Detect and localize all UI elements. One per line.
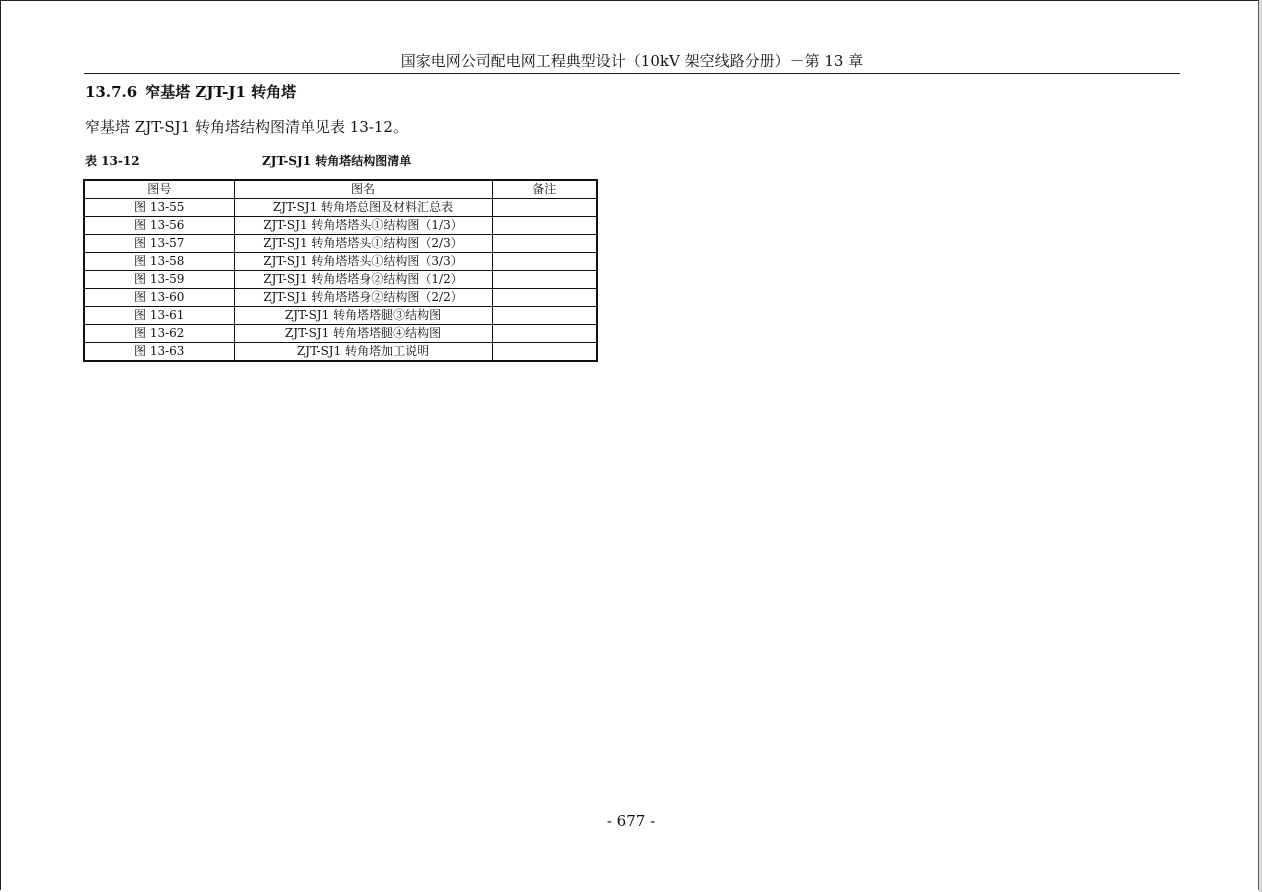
cell-drawing-name: ZJT-SJ1 转角塔塔身②结构图（2/2） [234,289,492,307]
table-row [84,289,597,307]
table-title: ZJT-SJ1 转角塔结构图清单 [262,154,412,168]
cell-drawing-name: ZJT-SJ1 转角塔塔身②结构图（1/2） [234,271,492,289]
cell-remarks [492,343,597,362]
page-number: - 677 - [606,812,656,830]
cell-remarks [492,289,597,307]
cell-remarks [492,271,597,289]
cell-drawing-no: 图 13-58 [84,253,234,271]
cell-drawing-no: 图 13-59 [84,271,234,289]
cell-remarks [492,307,597,325]
table-row [84,325,597,343]
table-row [84,235,597,253]
cell-drawing-no: 图 13-57 [84,235,234,253]
cell-drawing-no: 图 13-56 [84,217,234,235]
header-rule [84,73,1180,74]
running-header: 国家电网公司配电网工程典型设计（10kV 架空线路分册）－第 13 章 [400,52,864,70]
cell-drawing-name: ZJT-SJ1 转角塔塔头①结构图（2/3） [234,235,492,253]
cell-drawing-no: 图 13-60 [84,289,234,307]
cell-remarks [492,217,597,235]
table-row [84,307,597,325]
table-header-row [84,180,597,199]
cell-drawing-name: ZJT-SJ1 转角塔塔腿④结构图 [234,325,492,343]
section-title: 窄基塔 ZJT-J1 转角塔 [145,83,297,101]
cell-remarks [492,253,597,271]
column-header-drawing-name: 图名 [234,180,492,199]
cell-drawing-name: ZJT-SJ1 转角塔塔腿③结构图 [234,307,492,325]
section-heading [85,82,296,102]
cell-remarks [492,235,597,253]
cell-drawing-no: 图 13-62 [84,325,234,343]
drawing-list-table [83,179,598,362]
cell-drawing-no: 图 13-55 [84,199,234,217]
cell-drawing-no: 图 13-61 [84,307,234,325]
cell-remarks [492,325,597,343]
table-row [84,343,597,362]
cell-drawing-name: ZJT-SJ1 转角塔塔头①结构图（3/3） [234,253,492,271]
column-header-drawing-no: 图号 [84,180,234,199]
cell-drawing-name: ZJT-SJ1 转角塔塔头①结构图（1/3） [234,217,492,235]
table-row [84,217,597,235]
table-label: 表 13-12 [85,154,140,168]
table-row [84,253,597,271]
cell-drawing-no: 图 13-63 [84,343,234,362]
body-paragraph: 窄基塔 ZJT-SJ1 转角塔结构图清单见表 13-12。 [85,118,408,136]
cell-remarks [492,199,597,217]
cell-drawing-name: ZJT-SJ1 转角塔加工说明 [234,343,492,362]
cell-drawing-name: ZJT-SJ1 转角塔总图及材料汇总表 [234,199,492,217]
table-row [84,199,597,217]
table-row [84,271,597,289]
column-header-remarks: 备注 [492,180,597,199]
section-number: 13.7.6 [85,83,138,101]
